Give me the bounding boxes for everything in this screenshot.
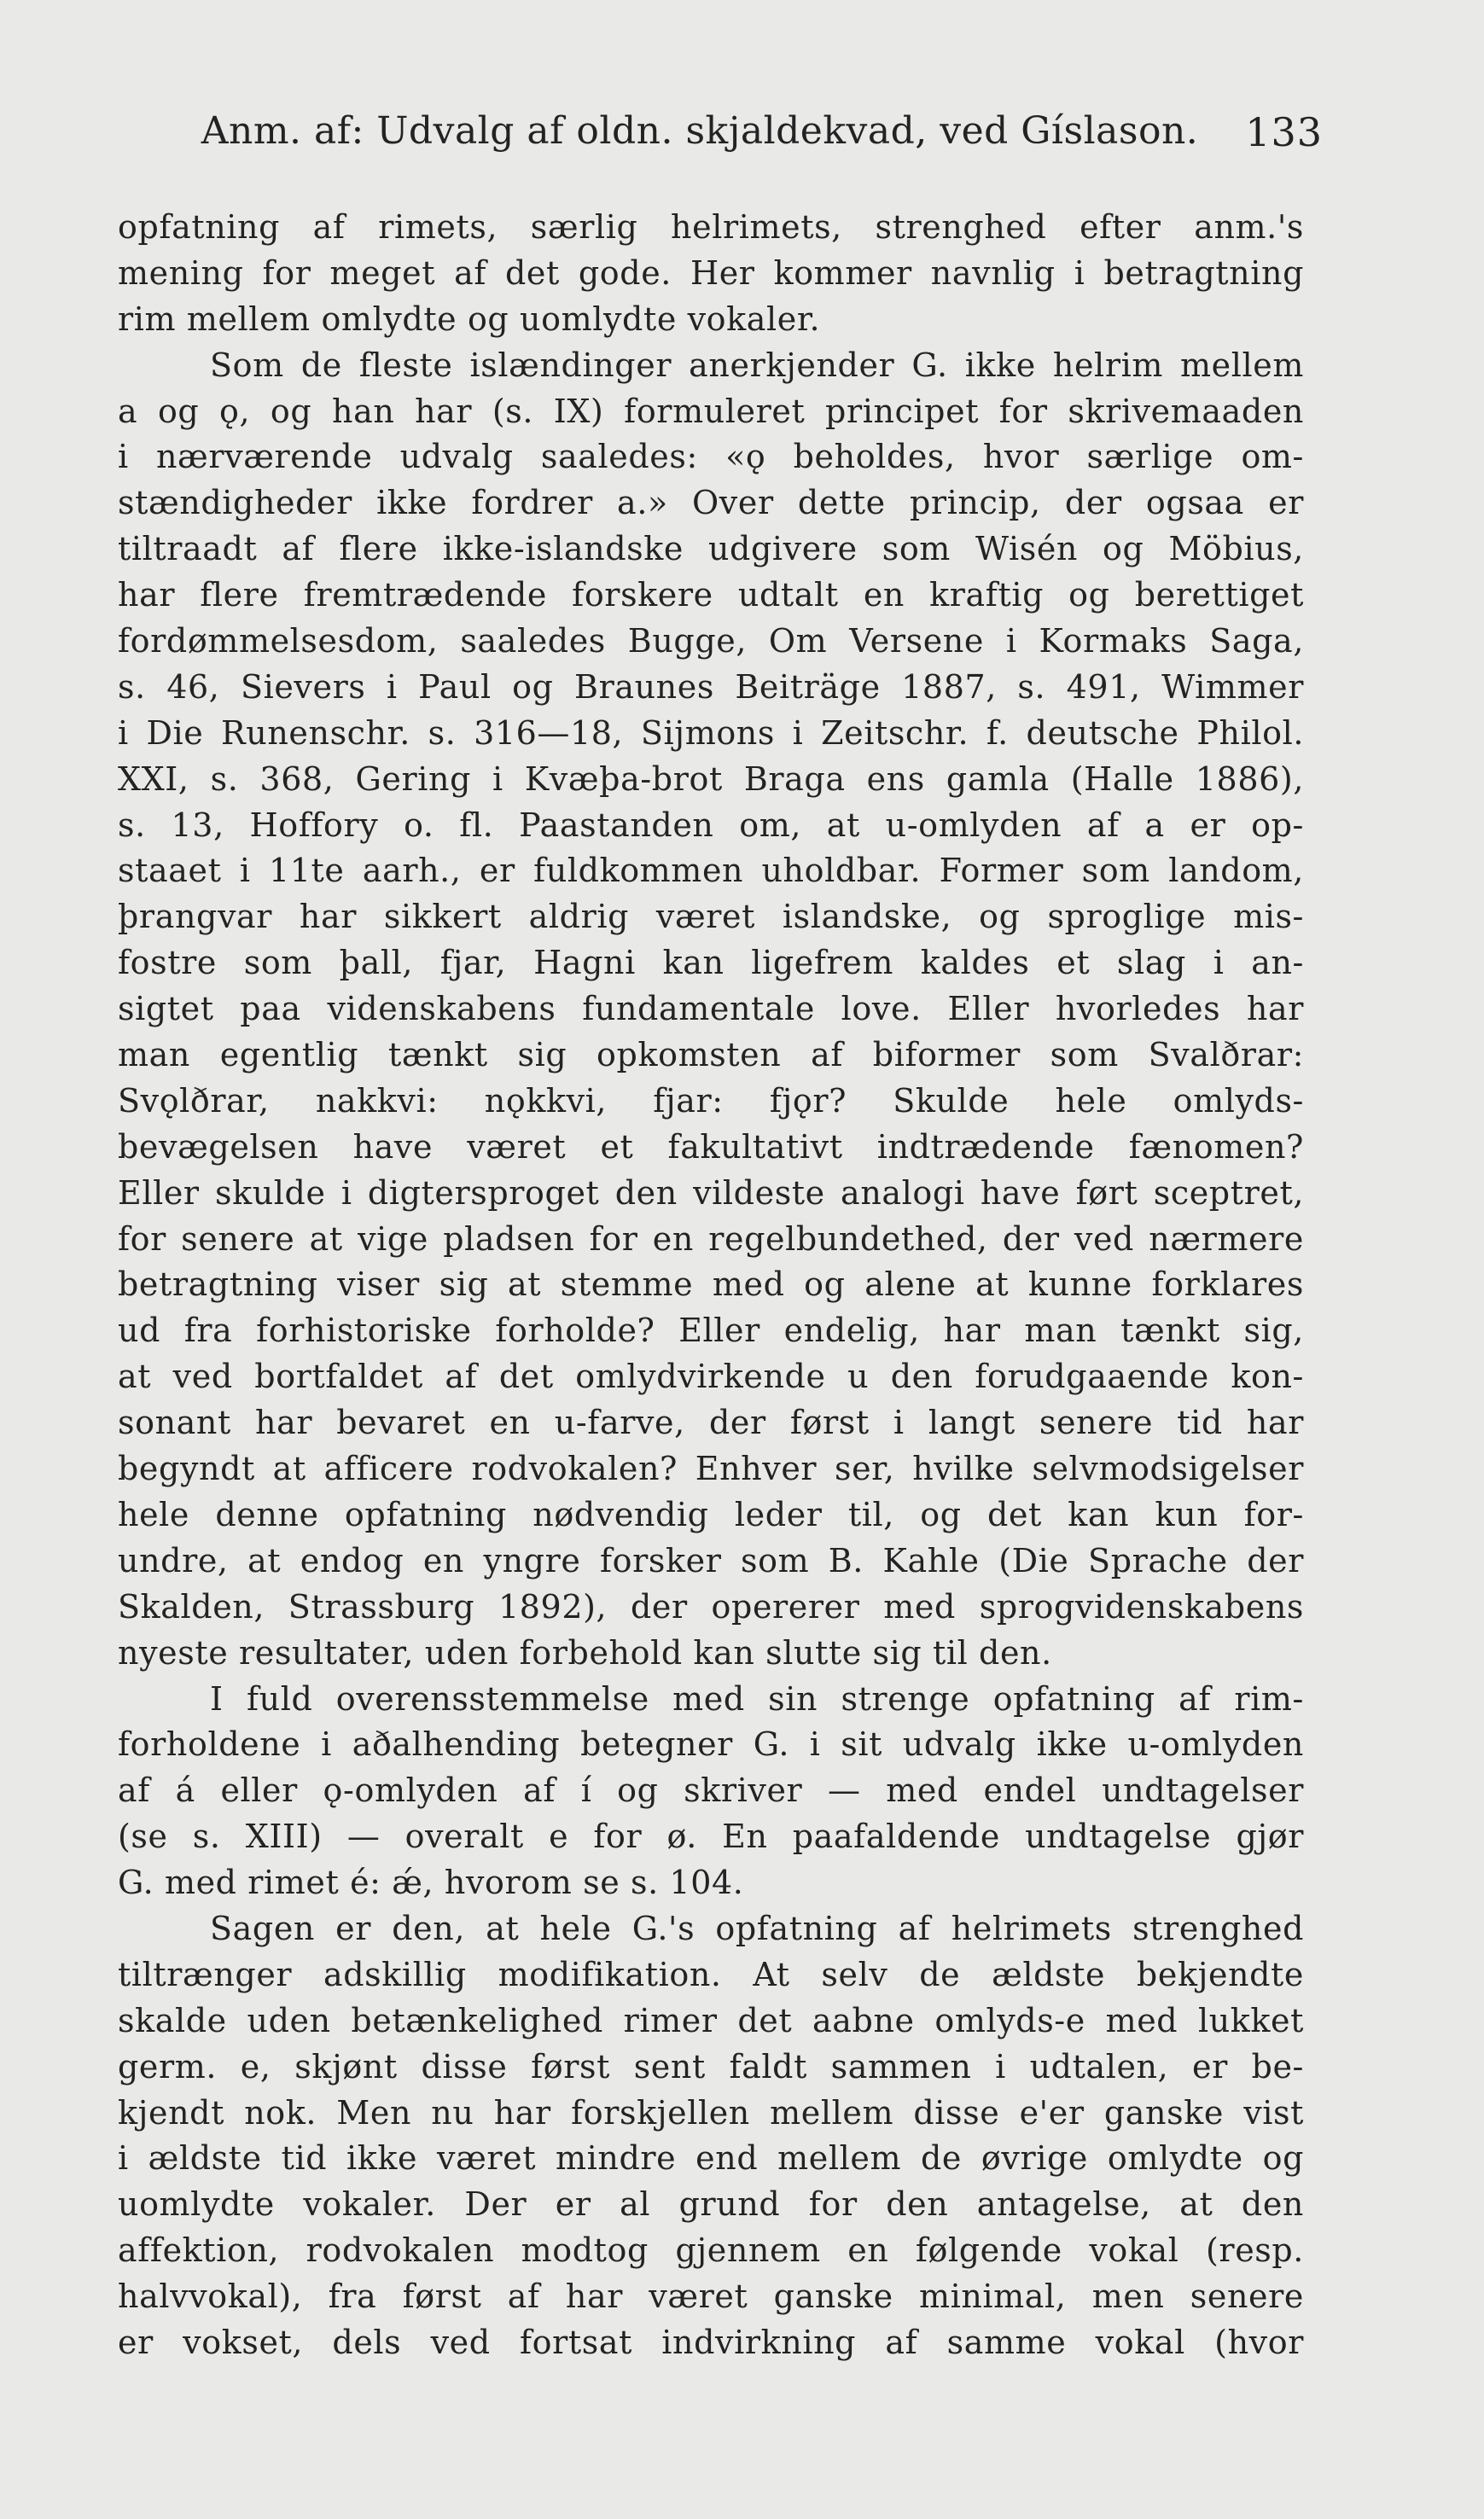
text-line: af á eller ǫ-omlyden af í og skriver — med endel undtagelser <box>118 1771 1304 1810</box>
text-line: G. med rimet é: ǽ, hvorom se s. 104. <box>118 1864 744 1902</box>
page-number: 133 <box>1245 109 1323 155</box>
text-line: Eller skulde i digtersproget den vildeste analogi have ført sceptret, <box>118 1173 1304 1212</box>
text-line: halvvokal), fra først af har været ganske minimal, men senere <box>118 2278 1304 2316</box>
text-line: fordømmelsesdom, saaledes Bugge, Om Versene i Kormaks Saga, <box>118 622 1304 660</box>
text-line: undre, at endog en yngre forsker som B. Kahle (Die Sprache der <box>118 1541 1304 1579</box>
text-line: tiltrænger adskillig modifikation. At selv de ældste bekjendte <box>118 1955 1304 1993</box>
text-line: fostre som þall, fjar, Hagni kan ligefrem kaldes et slag i an- <box>118 944 1304 982</box>
text-line: s. 13, Hoffory o. fl. Paastanden om, at u-omlyden af a er op- <box>118 806 1304 844</box>
text-line: i ældste tid ikke været mindre end mellem de øvrige omlydte og <box>118 2139 1304 2178</box>
text-line: er vokset, dels ved fortsat indvirkning af samme vokal (hvor <box>118 2323 1304 2361</box>
text-line: Som de fleste islændinger anerkjender G. ikke helrim mellem <box>210 346 1304 384</box>
text-line: rim mellem omlydte og uomlydte vokaler. <box>118 300 821 338</box>
text-line: skalde uden betænkelighed rimer det aabne omlyds-e med lukket <box>118 2001 1304 2039</box>
text-line: stændigheder ikke fordrer a.» Over dette princip, der ogsaa er <box>118 484 1304 522</box>
text-line: for senere at vige pladsen for en regelbundethed, der ved nærmere <box>118 1219 1304 1258</box>
text-line: s. 46, Sievers i Paul og Braunes Beiträge 1887, s. 491, Wimmer <box>118 667 1304 706</box>
text-line: ud fra forhistoriske forholde? Eller endelig, har man tænkt sig, <box>118 1312 1304 1350</box>
text-line: forholdene i aðalhending betegner G. i sit udvalg ikke u-omlyden <box>118 1725 1304 1764</box>
text-line: staaet i 11te aarh., er fuldkommen uholdbar. Former som landom, <box>118 852 1304 890</box>
text-line: (se s. XIII) — overalt e for ø. En paafaldende undtagelse gjør <box>118 1818 1304 1856</box>
text-line: betragtning viser sig at stemme med og alene at kunne forklares <box>118 1265 1304 1304</box>
text-line: sigtet paa videnskabens fundamentale love. Eller hvorledes har <box>118 990 1304 1028</box>
text-line: i nærværende udvalg saaledes: «ǫ beholdes, hvor særlige om- <box>118 438 1304 476</box>
text-line: mening for meget af det gode. Her kommer navnlig i betragtning <box>118 253 1304 292</box>
text-line: man egentlig tænkt sig opkomsten af biformer som Svalðrar: <box>118 1036 1304 1074</box>
text-line: har flere fremtrædende forskere udtalt en kraftig og berettiget <box>118 576 1304 614</box>
text-line: sonant har bevaret en u-farve, der først i langt senere tid har <box>118 1404 1304 1442</box>
text-line: uomlydte vokaler. Der er al grund for den antagelse, at den <box>118 2185 1304 2224</box>
text-line: affektion, rodvokalen modtog gjennem en følgende vokal (resp. <box>118 2231 1304 2270</box>
text-line: Sagen er den, at hele G.'s opfatning af helrimets strenghed <box>210 1909 1304 1947</box>
text-line: nyeste resultater, uden forbehold kan slutte sig til den. <box>118 1633 1052 1672</box>
text-line: at ved bortfaldet af det omlydvirkende u den forudgaaende kon- <box>118 1358 1304 1396</box>
running-head: Anm. af: Udvalg af oldn. skjaldekvad, ved Gíslason. <box>201 109 1199 153</box>
text-line: germ. e, skjønt disse først sent faldt sammen i udtalen, er be- <box>118 2047 1304 2086</box>
text-line: begyndt at afficere rodvokalen? Enhver ser, hvilke selvmodsigelser <box>118 1450 1304 1488</box>
text-line: Skalden, Strassburg 1892), der opererer med sprogvidenskabens <box>118 1587 1304 1626</box>
body-text <box>118 205 1304 2366</box>
text-line: kjendt nok. Men nu har forskjellen mellem disse e'er ganske vist <box>118 2093 1304 2132</box>
text-line: tiltraadt af flere ikke-islandske udgivere som Wisén og Möbius, <box>118 530 1304 568</box>
text-line: a og ǫ, og han har (s. IX) formuleret principet for skrivemaaden <box>118 392 1304 430</box>
text-line: opfatning af rimets, særlig helrimets, strenghed efter anm.'s <box>118 208 1304 246</box>
text-line: Svǫlðrar, nakkvi: nǫkkvi, fjar: fjǫr? Skulde hele omlyds- <box>118 1081 1304 1120</box>
text-line: þrangvar har sikkert aldrig været islandske, og sproglige mis- <box>118 898 1304 936</box>
text-line: i Die Runenschr. s. 316—18, Sijmons i Zeitschr. f. deutsche Philol. <box>118 713 1304 752</box>
text-line: hele denne opfatning nødvendig leder til, og det kan kun for- <box>118 1495 1304 1533</box>
text-line: bevægelsen have været et fakultativt indtrædende fænomen? <box>118 1127 1304 1166</box>
text-line: XXI, s. 368, Gering i Kvæþa-brot Braga ens gamla (Halle 1886), <box>118 759 1304 798</box>
text-line: I fuld overensstemmelse med sin strenge opfatning af rim- <box>210 1679 1304 1718</box>
page-header <box>119 109 1323 160</box>
